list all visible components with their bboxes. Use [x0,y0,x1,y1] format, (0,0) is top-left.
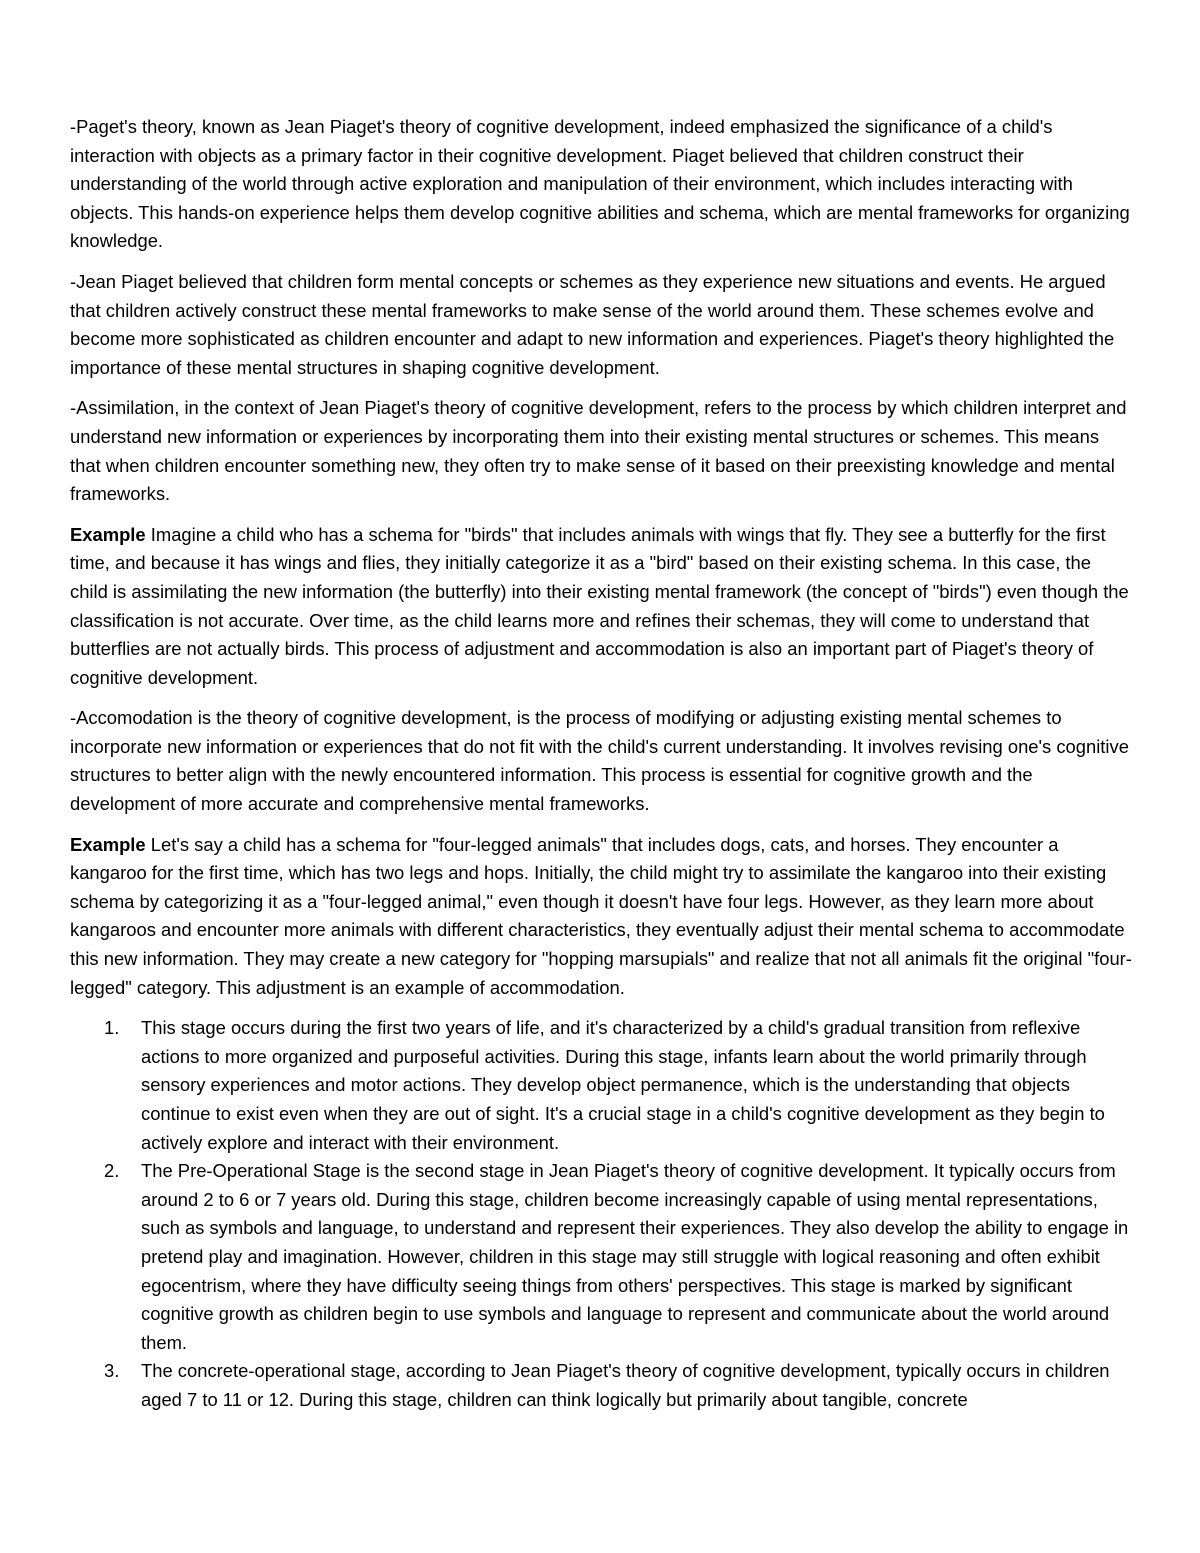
paragraph-assimilation [70,394,1132,508]
list-item-text: The Pre-Operational Stage is the second stage in Jean Piaget's theory of cognitive development. It typically occurs from around 2 to 6 or 7 years old. During this stage, children become increasingly capable of using mental representations, such as symbols and language, to understand and represent their experiences. They also develop the ability to engage in pretend play and imagination. However, children in this stage may still struggle with logical reasoning and often exhibit egocentrism, where they have difficulty seeing things from others' perspectives. This stage is marked by significant cognitive growth as children begin to use symbols and language to represent and communicate about the world around them. [141,1160,1129,1353]
example-label: Example [70,523,146,545]
list-item-number: 2. [104,1160,120,1182]
list-item-stage-3 [70,1357,1132,1414]
paragraph-text: -Accomodation is the theory of cognitive development, is the process of modifying or adjusting existing mental schemes to incorporate new information or experiences that do not fit with the child's current understanding. It involves revising one's cognitive structures to better align with the newly encountered information. This process is essential for cognitive growth and the development of more accurate and comprehensive mental frameworks. [70,707,1129,815]
paragraph-assimilation-example [70,521,1132,693]
paragraph-text: -Paget's theory, known as Jean Piaget's theory of cognitive development, indeed emphasized the significance of a child's interaction with objects as a primary factor in their cognitive development. Piaget believed that children construct their understanding of the world through active exploration and manipulation of their environment, which includes interacting with objects. This hands-on experience helps them develop cognitive abilities and schema, which are mental frameworks for organizing knowledge. [70,116,1130,252]
list-item-text: This stage occurs during the first two years of life, and it's characterized by a child's gradual transition from reflexive actions to more organized and purposeful activities. During this stage, infants learn about the world primarily through sensory experiences and motor actions. They develop object permanence, which is the understanding that objects continue to exist even when they are out of sight. It's a crucial stage in a child's cognitive development as they begin to actively explore and interact with their environment. [141,1017,1105,1153]
paragraph-text: Imagine a child who has a schema for "birds" that includes animals with wings that fly. They see a butterfly for the first time, and because it has wings and flies, they initially categorize it as a "bird" based on their existing schema. In this case, the child is assimilating the new information (the butterfly) into their existing mental framework (the concept of "birds") even though the classification is not accurate. Over time, as the child learns more and refines their schemas, they will come to understand that butterflies are not actually birds. This process of adjustment and accommodation is also an important part of Piaget's theory of cognitive development. [70,523,1129,688]
paragraph-piaget-theory [70,113,1132,256]
paragraph-mental-schemes [70,268,1132,382]
list-item-number: 1. [104,1017,120,1039]
list-item-text: The concrete-operational stage, according to Jean Piaget's theory of cognitive development, typically occurs in children aged 7 to 11 or 12. During this stage, children can think logically but primarily about tangible, concrete [141,1360,1110,1410]
paragraph-text: -Jean Piaget believed that children form mental concepts or schemes as they experience new situations and events. He argued that children actively construct these mental frameworks to make sense of the world around them. These schemes evolve and become more sophisticated as children encounter and adapt to new information and experiences. Piaget's theory highlighted the importance of these mental structures in shaping cognitive development. [70,270,1115,378]
paragraph-accommodation [70,704,1132,818]
paragraph-text: -Assimilation, in the context of Jean Piaget's theory of cognitive development, refers to the process by which children interpret and understand new information or experiences by incorporating them into their existing mental structures or schemes. This means that when children encounter something new, they often try to make sense of it based on their preexisting knowledge and mental frameworks. [70,397,1127,505]
list-item-stage-1 [70,1014,1132,1157]
paragraph-accommodation-example [70,831,1132,1003]
stages-list [70,1014,1132,1414]
list-item-stage-2 [70,1157,1132,1357]
example-label: Example [70,833,146,855]
document-page [70,113,1132,1415]
paragraph-text: Let's say a child has a schema for "four-legged animals" that includes dogs, cats, and horses. They encounter a kangaroo for the first time, which has two legs and hops. Initially, the child might try to assimilate the kangaroo into their existing schema by categorizing it as a "four-legged animal," even though it doesn't have four legs. However, as they learn more about kangaroos and encounter more animals with different characteristics, they eventually adjust their mental schema to accommodate this new information. They may create a new category for "hopping marsupials" and realize that not all animals fit the original "four-legged" category. This adjustment is an example of accommodation. [70,833,1132,998]
list-item-number: 3. [104,1360,120,1382]
